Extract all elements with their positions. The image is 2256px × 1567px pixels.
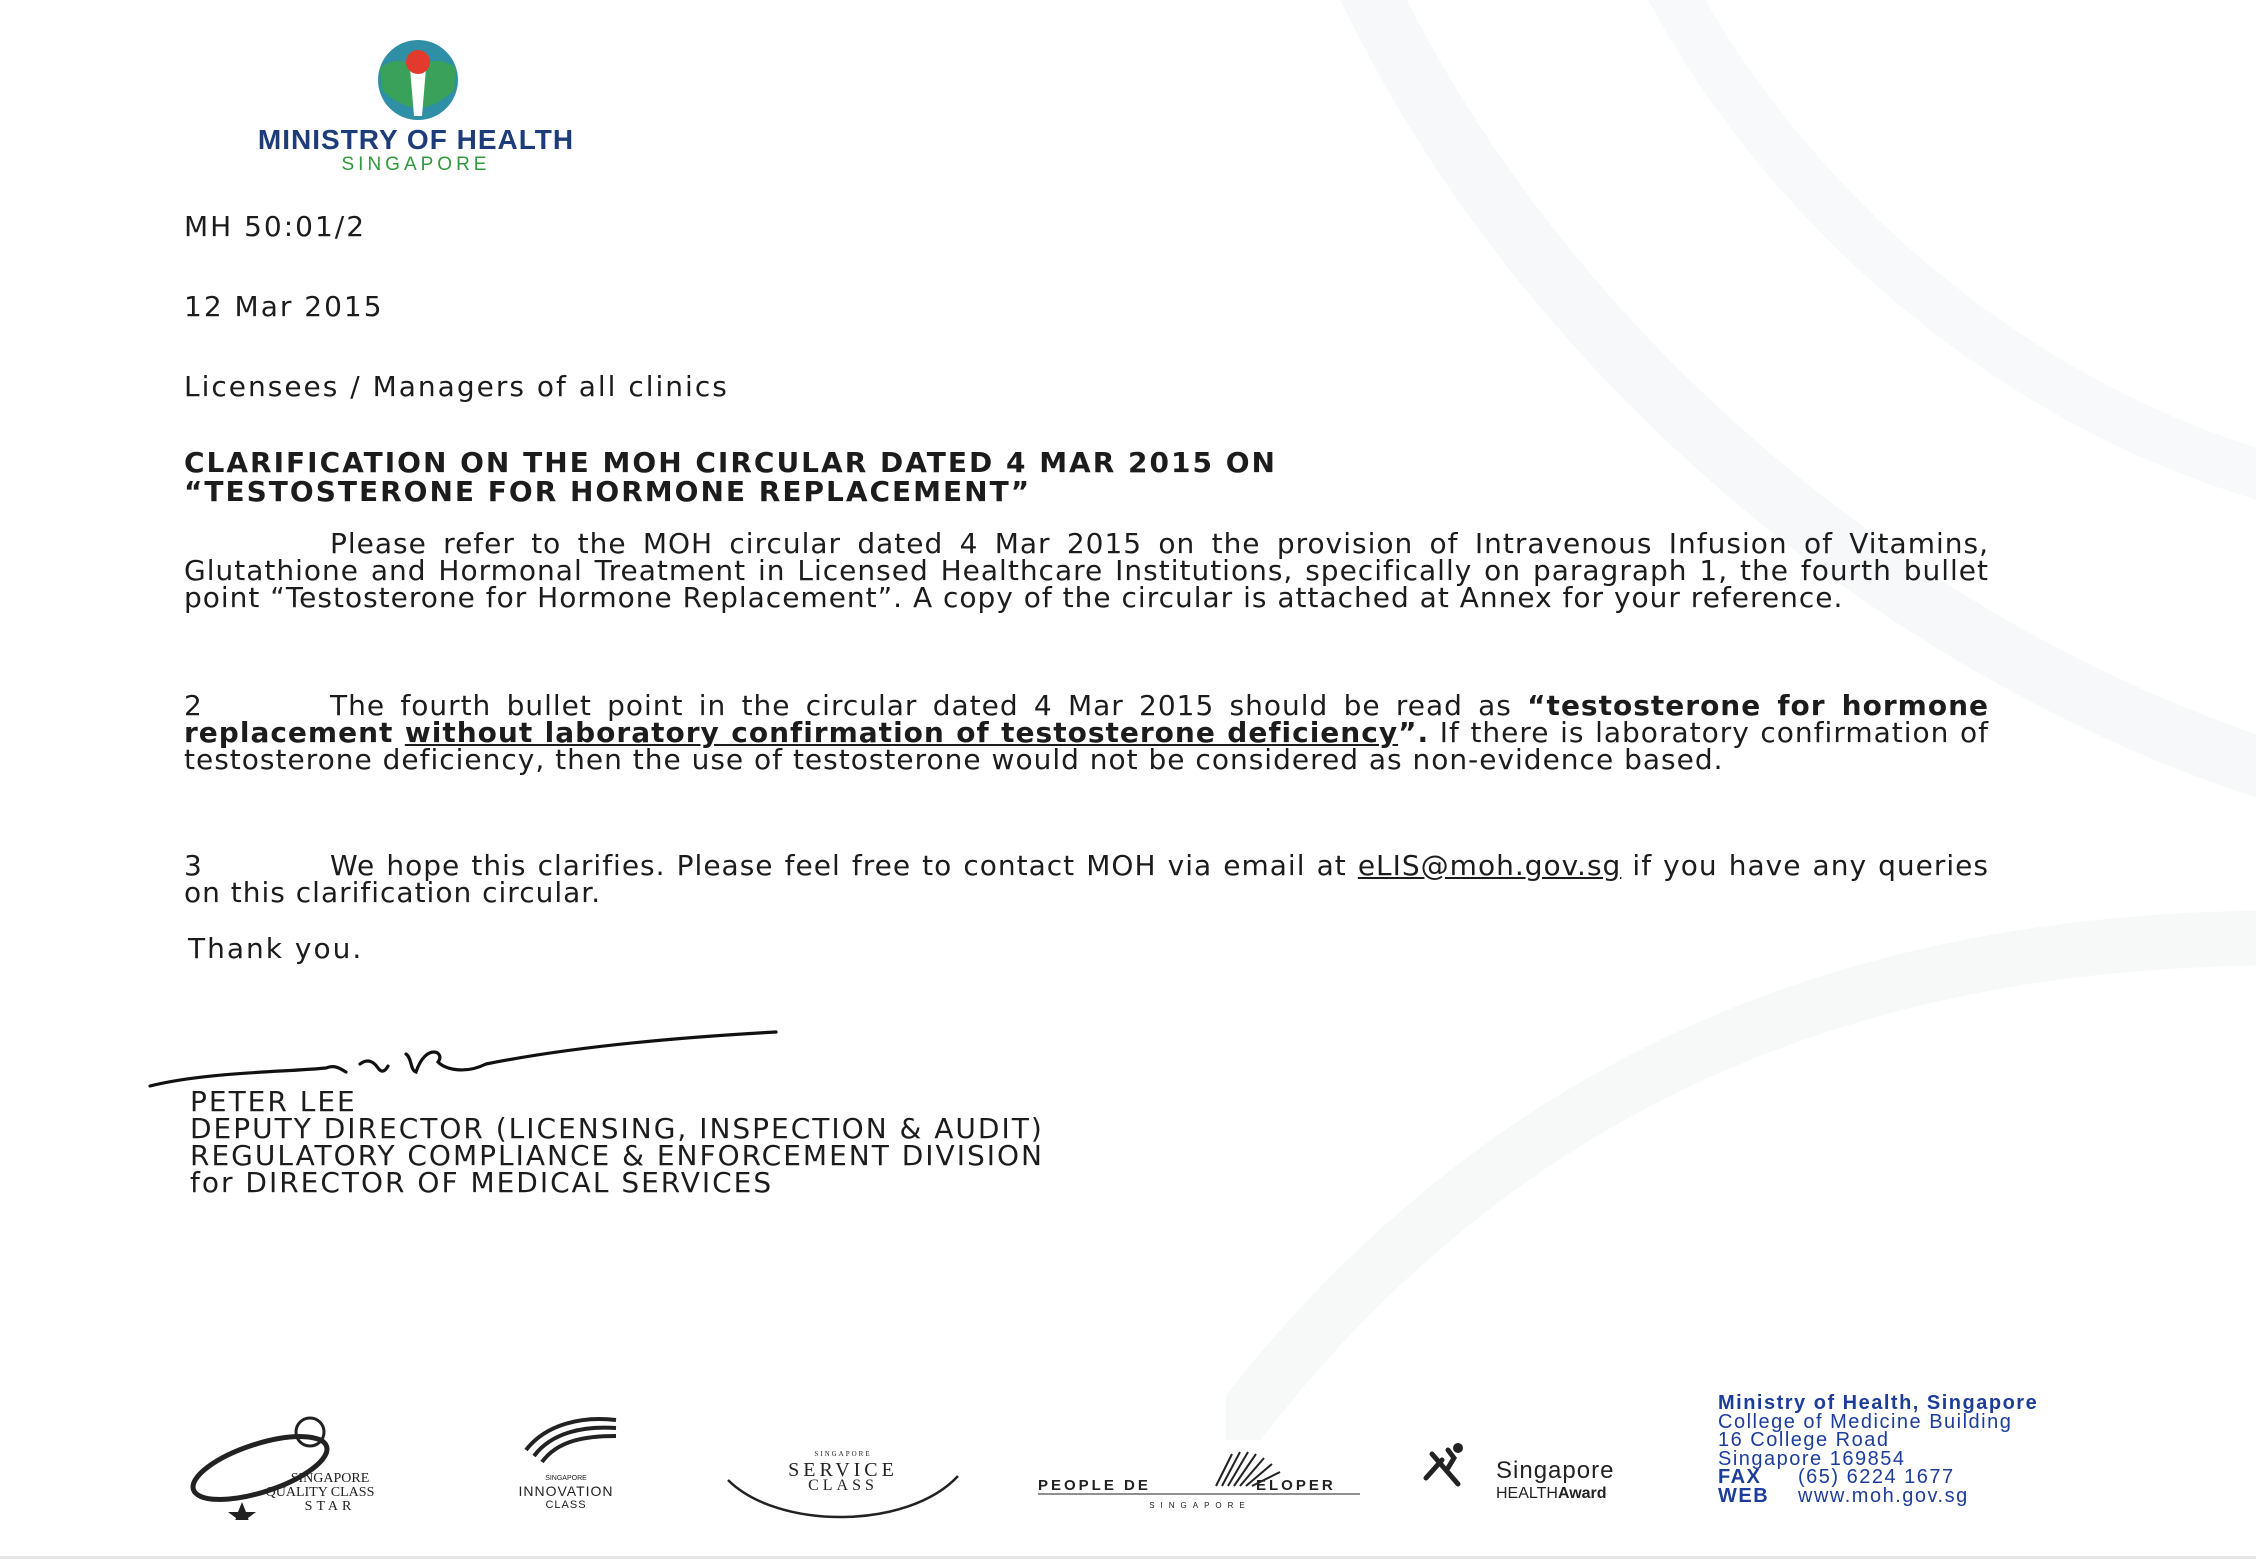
health-logo-text-2 bbox=[1496, 1485, 1607, 1502]
innovation-logo-text-3: CLASS bbox=[545, 1499, 587, 1511]
health-logo-text-2b: Award bbox=[1557, 1485, 1607, 1502]
moh-emblem-icon bbox=[366, 38, 470, 122]
paragraph-3-number: 3 bbox=[184, 849, 203, 882]
paragraph-1-text: Please refer to the MOH circular dated 4 Mar 2015 on the provision of Intravenous Infusion of Vitamins, Glutathione and Hormonal Treatment in Licensed Healthcare Institutions, specifically on paragraph 1, the fourth bullet point “Testosterone for Hormone Replacement”. A copy of the circular is attached at Annex for your reference. bbox=[184, 527, 1989, 614]
signatory-title-1: DEPUTY DIRECTOR (LICENSING, INSPECTION & AUDIT) bbox=[190, 1112, 1044, 1145]
paragraph-2 bbox=[184, 689, 1989, 776]
paragraph-2-number: 2 bbox=[184, 689, 203, 722]
innovation-logo-text-2: INNOVATION bbox=[518, 1483, 614, 1499]
contact-building: College of Medicine Building bbox=[1718, 1410, 2013, 1433]
signatory-name: PETER LEE bbox=[190, 1085, 357, 1118]
signatory-title-3: for DIRECTOR OF MEDICAL SERVICES bbox=[190, 1166, 774, 1199]
quality-logo-text-1: SINGAPORE bbox=[290, 1471, 370, 1486]
subject-line-2: “TESTOSTERONE FOR HORMONE REPLACEMENT” bbox=[184, 475, 1032, 508]
people-logo-text-2: ELOPER bbox=[1256, 1477, 1336, 1494]
paragraph-2-text-b: If there is laboratory confirmation of testosterone deficiency, then the use of testosterone would not be considered as non-evidence based. bbox=[184, 716, 1989, 776]
paragraph-3-text-a: We hope this clarifies. Please feel free to contact MOH via email at bbox=[330, 849, 1358, 882]
signatory-title-2: REGULATORY COMPLIANCE & ENFORCEMENT DIVISION bbox=[190, 1139, 1044, 1172]
paragraph-2-emphasis: without laboratory confirmation of testosterone deficiency bbox=[404, 716, 1399, 749]
paragraph-1 bbox=[184, 527, 1989, 614]
singapore-innovation-class-logo bbox=[486, 1410, 646, 1520]
quality-logo-text-3: STAR bbox=[304, 1499, 356, 1514]
service-logo-text-2: SERVICE bbox=[788, 1459, 898, 1481]
health-logo-text-1: Singapore bbox=[1496, 1457, 1615, 1484]
contact-web-row bbox=[1718, 1484, 2238, 1507]
subject-heading bbox=[184, 448, 1994, 506]
contact-fax-row bbox=[1718, 1468, 2238, 1487]
contact-email-link[interactable]: eLIS@moh.gov.sg bbox=[1357, 849, 1622, 882]
contact-org: Ministry of Health, Singapore bbox=[1718, 1392, 2039, 1414]
paragraph-3 bbox=[184, 849, 1989, 909]
contact-block bbox=[1718, 1394, 2238, 1505]
moh-letterhead-logo bbox=[176, 38, 656, 178]
fax-number: (65) 6224 1677 bbox=[1798, 1466, 1955, 1488]
service-logo-text-1: SINGAPORE bbox=[814, 1450, 872, 1458]
people-logo-text-3: SINGAPORE bbox=[1149, 1501, 1251, 1510]
closing: Thank you. bbox=[188, 932, 364, 965]
singapore-health-award-logo bbox=[1418, 1410, 1678, 1520]
paragraph-2-quote: “testosterone for hormone replacement bbox=[184, 689, 1989, 749]
health-logo-text-2a: HEALTH bbox=[1496, 1485, 1558, 1502]
web-link[interactable]: www.moh.gov.sg bbox=[1798, 1484, 1969, 1507]
singapore-quality-class-star-logo bbox=[180, 1410, 400, 1520]
letter-date: 12 Mar 2015 bbox=[184, 290, 384, 323]
org-country: SINGAPORE bbox=[341, 154, 491, 175]
page-bottom-edge bbox=[0, 1556, 2256, 1559]
paragraph-3-text-b: if you have any queries on this clarification circular. bbox=[184, 849, 1989, 909]
subject-line-1: CLARIFICATION ON THE MOH CIRCULAR DATED 4 MAR 2015 ON bbox=[184, 446, 1277, 479]
paragraph-2-quote-close: ”. bbox=[1398, 716, 1430, 749]
org-name: MINISTRY OF HEALTH bbox=[257, 124, 575, 155]
quality-logo-text-2: QUALITY CLASS bbox=[265, 1485, 375, 1500]
singapore-service-class-logo bbox=[718, 1410, 968, 1520]
web-label: WEB bbox=[1718, 1484, 1770, 1507]
addressee: Licensees / Managers of all clinics bbox=[184, 370, 729, 403]
innovation-logo-text-1: SINGAPORE bbox=[545, 1475, 587, 1482]
service-logo-text-3: CLASS bbox=[808, 1477, 878, 1494]
signatory-block bbox=[190, 1085, 1044, 1199]
fax-label: FAX bbox=[1718, 1466, 1762, 1488]
contact-city: Singapore 169854 bbox=[1718, 1447, 1906, 1470]
contact-street: 16 College Road bbox=[1718, 1429, 1890, 1451]
people-developer-logo bbox=[1036, 1410, 1366, 1520]
reference-number: MH 50:01/2 bbox=[184, 210, 367, 243]
paragraph-2-text-a: The fourth bullet point in the circular dated 4 Mar 2015 should be read as bbox=[330, 689, 1528, 722]
people-logo-text-1: PEOPLE DE bbox=[1038, 1477, 1151, 1494]
